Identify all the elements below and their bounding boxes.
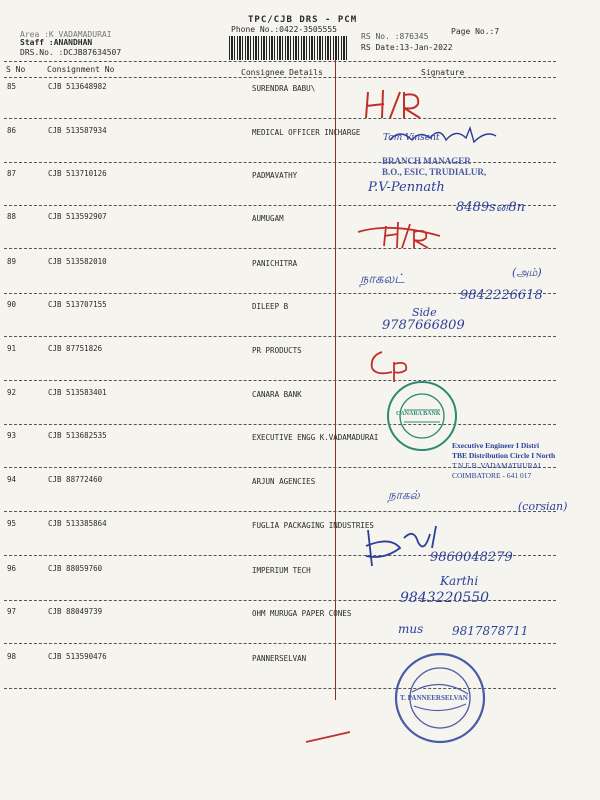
ink-dash-bottom	[306, 732, 350, 742]
row-consignee: AUMUGAM	[252, 214, 284, 223]
row-sno: 95	[7, 519, 17, 528]
row-rule	[4, 688, 556, 689]
handwriting-r86-sig: Tom Vinsent	[383, 133, 440, 143]
row-consignment: CJB 513385864	[48, 519, 107, 528]
handwriting-r87-name: P.V-Pennath	[368, 180, 445, 195]
column-consignment: Consignment No	[47, 65, 115, 74]
column-sno: S No	[6, 65, 26, 74]
ee-line3: T.N.E.B. VADAMATHURAI	[452, 461, 541, 470]
row-rule	[4, 511, 556, 512]
handwriting-r88-phone: 8489sன8n	[456, 200, 526, 215]
sheet-title: TPC/CJB DRS - PCM	[248, 15, 358, 25]
row-rule	[4, 248, 556, 249]
row-consignee: PADMAVATHY	[252, 171, 298, 180]
area-label: Area :K VADAMADURAI	[20, 30, 112, 39]
row-consignment: CJB 88772460	[48, 475, 103, 484]
row-consignee: IMPERIUM TECH	[252, 566, 311, 575]
row-consignee: FUGLIA PACKAGING INDUSTRIES	[252, 521, 374, 530]
row-consignee: DILEEP B	[252, 302, 289, 311]
pannerselvam-ring-text: T. PANNEERSELVAN	[400, 694, 468, 702]
branch-manager-stamp	[382, 156, 486, 178]
row-consignment: CJB 513682535	[48, 431, 107, 440]
handwriting-r96-name: Karthi	[440, 574, 479, 588]
row-consignee: EXECUTIVE ENGG K.VADAMADURAI	[252, 433, 379, 442]
row-sno: 94	[7, 475, 17, 484]
hr-mark-85	[366, 90, 420, 118]
handwriting-r97-phone: 9817878711	[452, 624, 529, 638]
row-consignee: CANARA BANK	[252, 390, 302, 399]
handwriting-r89-name: நாகலட்	[360, 272, 405, 287]
handwriting-r90-phone: 9787666809	[382, 318, 465, 333]
handwriting-r89-note: (அம்)	[512, 266, 542, 279]
row-rule	[4, 643, 556, 644]
row-consignment: CJB 88049739	[48, 607, 103, 616]
handwriting-r94-sig2: (corsian)	[518, 500, 568, 513]
row-consignee: MEDICAL OFFICER INCHARGE	[252, 128, 361, 137]
row-consignment: CJB 87751826	[48, 344, 103, 353]
row-consignment: CJB 513587934	[48, 126, 107, 135]
row-consignee: PANICHITRA	[252, 259, 298, 268]
row-consignee: PR PRODUCTS	[252, 346, 302, 355]
row-sno: 98	[7, 652, 17, 661]
row-consignment: CJB 513592907	[48, 212, 107, 221]
page-number: Page No.:7	[451, 27, 500, 36]
barcode	[229, 36, 349, 60]
hr-mark-88	[358, 222, 440, 248]
row-sno: 91	[7, 344, 17, 353]
signature-95	[366, 526, 436, 566]
ee-line1: Executive Engineer I Distri	[452, 441, 540, 450]
phone-number: Phone No.:0422-3505555	[231, 25, 337, 34]
row-rule	[4, 336, 556, 337]
canara-bank-ring-text: CANARA BANK	[396, 411, 441, 417]
rs-number: RS No. :876345	[361, 32, 429, 41]
drs-number: DRS.No. :DCJB87634507	[20, 48, 122, 57]
bm-line1: BRANCH MANAGER	[382, 156, 471, 166]
row-consignee: SURENDRA BABU\	[252, 84, 316, 93]
handwriting-r96-phone: 9843220550	[400, 590, 490, 606]
row-sno: 89	[7, 257, 17, 266]
handwriting-r97-sig: mus	[398, 622, 424, 636]
staff-name: Staff :ANANDHAN	[20, 38, 93, 47]
ee-line4: COIMBATORE - 641 017	[452, 471, 532, 480]
row-consignment: CJB 513648982	[48, 82, 107, 91]
row-consignee: ARJUN AGENCIES	[252, 477, 316, 486]
row-consignment: CJB 513707155	[48, 300, 107, 309]
row-sno: 85	[7, 82, 17, 91]
rs-date: RS Date:13-Jan-2022	[361, 43, 453, 52]
cp-mark-91	[372, 352, 407, 382]
row-consignee: OHM MURUGA PAPER CONES	[252, 609, 352, 618]
handwriting-r94-sig: நாகல்	[388, 488, 420, 502]
row-sno: 93	[7, 431, 17, 440]
row-sno: 97	[7, 607, 17, 616]
row-consignment: CJB 513710126	[48, 169, 107, 178]
row-sno: 87	[7, 169, 17, 178]
row-consignee: PANNERSELVAN	[252, 654, 307, 663]
handwriting-r90-name: Side	[412, 306, 437, 319]
row-rule	[4, 424, 556, 425]
header-rule-bottom	[4, 77, 556, 78]
row-sno: 92	[7, 388, 17, 397]
executive-engineer-stamp	[452, 441, 555, 481]
header-rule-top	[4, 61, 556, 62]
row-consignment: CJB 513583401	[48, 388, 107, 397]
row-sno: 96	[7, 564, 17, 573]
row-sno: 90	[7, 300, 17, 309]
row-rule	[4, 118, 556, 119]
row-consignment: CJB 88059760	[48, 564, 103, 573]
column-signature: Signature	[421, 68, 465, 77]
row-consignment: CJB 513582010	[48, 257, 107, 266]
handwriting-r89-phone: 9842226618	[460, 288, 543, 303]
bm-line2: B.O., ESIC, TRUDIALUR,	[382, 167, 487, 177]
ee-line2: TBE Distribution Circle I North	[452, 451, 556, 460]
handwriting-r95-phone: 9860048279	[430, 550, 513, 565]
column-consignee: Consignee Details	[241, 68, 323, 77]
row-consignment: CJB 513590476	[48, 652, 107, 661]
row-sno: 88	[7, 212, 17, 221]
row-rule	[4, 380, 556, 381]
row-sno: 86	[7, 126, 17, 135]
